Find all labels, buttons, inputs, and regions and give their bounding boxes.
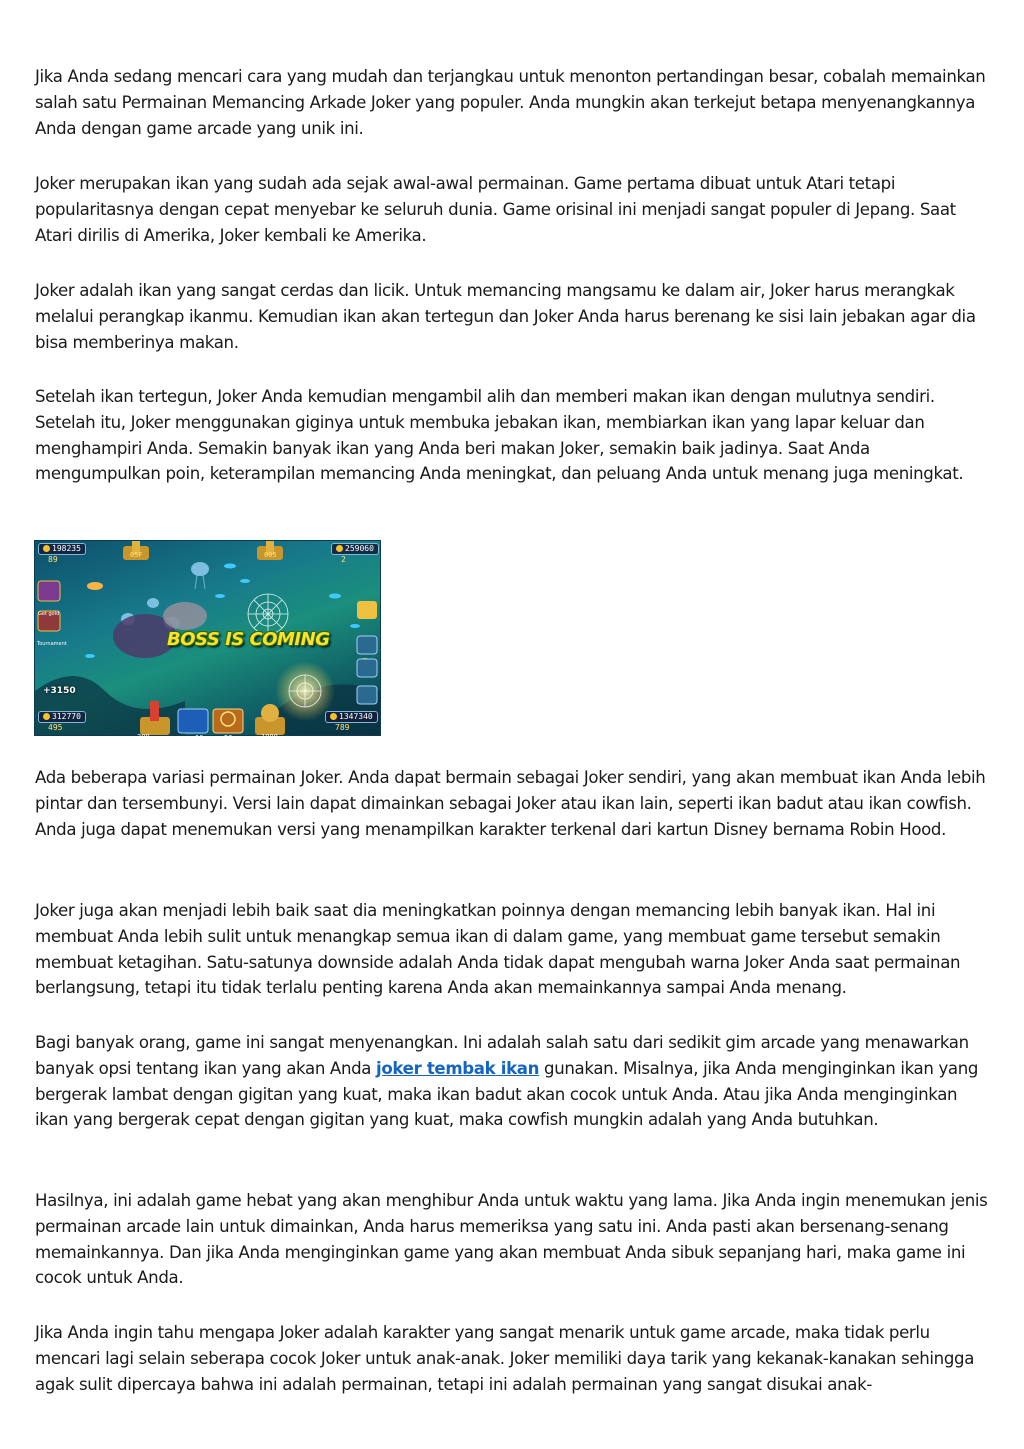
top-bet-left: 05F	[130, 551, 143, 559]
paragraph-7	[35, 1030, 995, 1133]
cannon-right-bet: 1000	[261, 733, 278, 741]
tournament-label: Tournament	[37, 641, 67, 647]
paragraph-7-text-after: gunakan. Misalnya, jika Anda menginginkan ikan yang bergerak lambat dengan gigitan yang kuat, maka ikan badut akan cocok untuk Anda. Atau jika Anda menginginkan ikan yang bergerak cepat dengan gigitan yang kuat, maka cowfish mungkin adalah yang Anda butuhkan.	[35, 1058, 979, 1130]
hud-score: 198235	[52, 544, 81, 553]
top-bet-right: 005	[264, 551, 277, 559]
boss-banner: BOSS IS COMING	[167, 629, 330, 650]
coin-icon	[43, 713, 50, 720]
paragraph-1: Jika Anda sedang mencari cara yang mudah dan terjangkau untuk menonton pertandingan besar, cobalah memainkan salah satu Permainan Memancing Arkade Joker yang populer. Anda mungkin akan terkejut betapa menyenangkannya Anda dengan game arcade yang unik ini.	[35, 67, 986, 138]
paragraph-9: Jika Anda ingin tahu mengapa Joker adalah karakter yang sangat menarik untuk game arcade, maka tidak perlu mencari lagi selain seberapa cocok Joker untuk anak-anak. Joker memiliki daya tarik yang kekanak-kanakan sehingga agak sulit dipercaya bahwa ini adalah permainan, tetapi ini adalah permainan yang sangat disukai anak-	[35, 1323, 975, 1394]
hud-sub: 789	[335, 723, 350, 732]
paragraph-7-text-before: Bagi banyak orang, game ini sangat menyenangkan. Ini adalah salah satu dari sedikit gim arcade yang menawarkan banyak opsi tentang ikan yang akan Anda	[35, 1033, 969, 1078]
paragraph-8: Hasilnya, ini adalah game hebat yang akan menghibur Anda untuk waktu yang lama. Jika Anda ingin menemukan jenis permainan arcade lain untuk dimainkan, Anda harus memeriksa yang satu ini. Anda pasti akan bersenang-senang memainkannya. Dan jika Anda menginginkan game yang akan membuat Anda sibuk sepanjang hari, maka game ini cocok untuk Anda.	[35, 1191, 988, 1288]
hud-top-right	[331, 543, 379, 565]
hud-score: 312770	[52, 712, 81, 721]
hud-score: 259060	[345, 544, 374, 553]
hud-top-left	[38, 543, 86, 565]
paragraph-6: Joker juga akan menjadi lebih baik saat dia meningkatkan poinnya dengan memancing lebih banyak ikan. Hal ini membuat Anda lebih sulit untuk menangkap semua ikan di dalam game, yang membuat game tersebut semakin membuat ketagihan. Satu-satunya downside adalah Anda tidak dapat mengubah warna Joker Anda saat permainan berlangsung, tetapi itu tidak terlalu penting karena Anda akan memainkannya sampai Anda menang.	[35, 901, 961, 998]
bonus-score: +3150	[43, 686, 76, 696]
hud-bottom-left	[38, 711, 86, 733]
hud-sub: 2	[341, 555, 346, 564]
coin-icon	[330, 713, 337, 720]
coin-icon	[336, 545, 343, 552]
game-screenshot-image	[34, 540, 381, 742]
paragraph-3: Joker adalah ikan yang sangat cerdas dan licik. Untuk memancing mangsamu ke dalam air, Joker harus merangkak melalui perangkap ikanmu. Kemudian ikan akan tertegun dan Joker Anda harus berenang ke sisi lain jebakan agar dia bisa memberinya makan.	[35, 281, 976, 352]
hud-sub: 89	[48, 555, 58, 564]
joker-tembak-ikan-link[interactable]: joker tembak ikan	[376, 1058, 540, 1078]
hud-score: 1347340	[339, 712, 373, 721]
paragraph-4: Setelah ikan tertegun, Joker Anda kemudian mengambil alih dan memberi makan ikan dengan mulutnya sendiri. Setelah itu, Joker menggunakan giginya untuk membuka jebakan ikan, membiarkan ikan yang lapar keluar dan menghampiri Anda. Semakin banyak ikan yang Anda beri makan Joker, semakin baik jadinya. Saat Anda mengumpulkan poin, keterampilan memancing Anda meningkat, dan peluang Anda untuk menang juga meningkat.	[35, 387, 964, 484]
coin-icon	[43, 545, 50, 552]
get-gold-label: Get gold	[38, 611, 60, 617]
paragraph-5: Ada beberapa variasi permainan Joker. Anda dapat bermain sebagai Joker sendiri, yang akan membuat ikan Anda lebih pintar dan tersembunyi. Versi lain dapat dimainkan sebagai Joker atau ikan lain, seperti ikan badut atau ikan cowfish. Anda juga dapat menemukan versi yang menampilkan karakter terkenal dari kartun Disney bernama Robin Hood.	[35, 768, 986, 839]
hud-sub: 495	[48, 723, 63, 732]
item-count-2: 50	[224, 734, 233, 742]
cannon-left-bet: 300	[137, 733, 150, 741]
item-count-1: 10	[195, 734, 204, 742]
hud-bottom-right	[325, 711, 378, 733]
paragraph-2: Joker merupakan ikan yang sudah ada sejak awal-awal permainan. Game pertama dibuat untuk Atari tetapi popularitasnya dengan cepat menyebar ke seluruh dunia. Game orisinal ini menjadi sangat populer di Jepang. Saat Atari dirilis di Amerika, Joker kembali ke Amerika.	[35, 174, 956, 245]
